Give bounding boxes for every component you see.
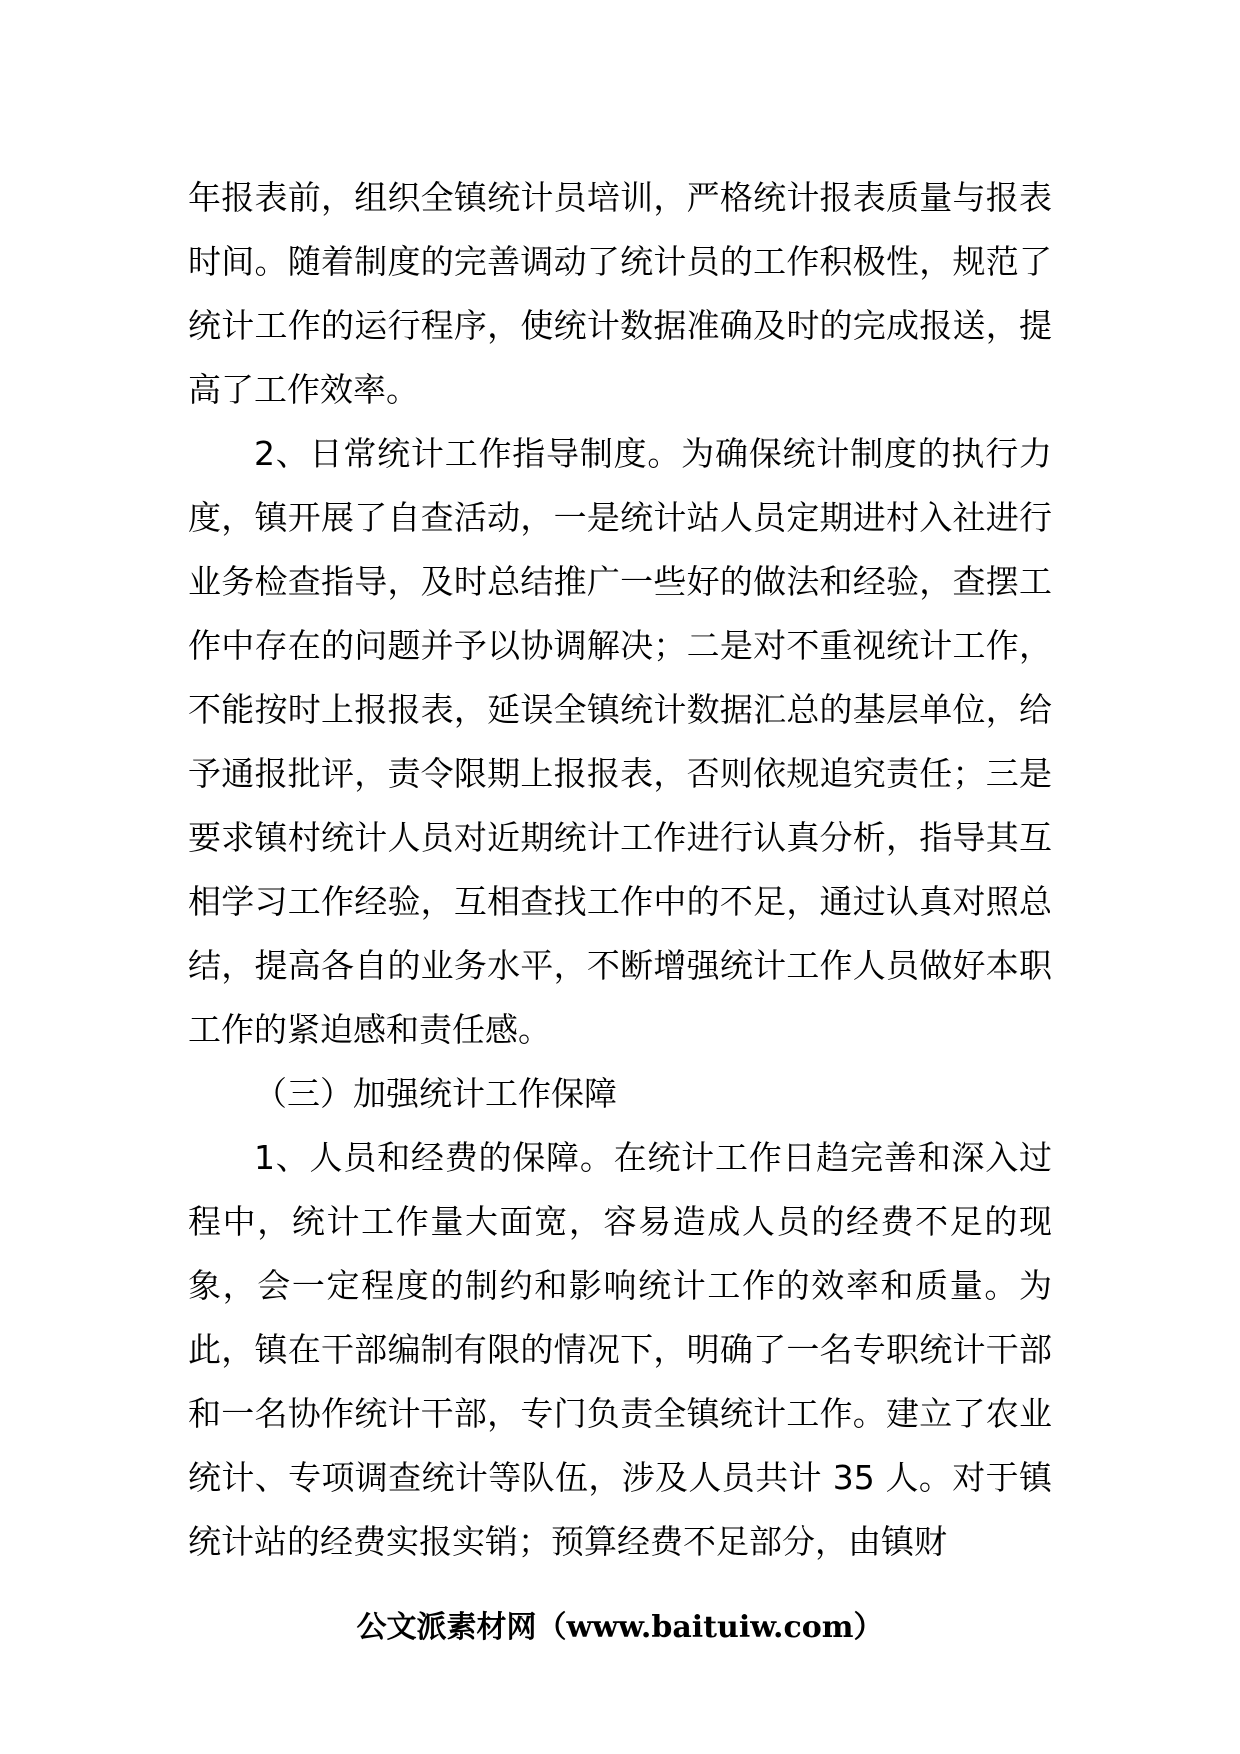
footer-watermark: 公文派素材网（www.baituiw.com） (356, 1610, 884, 1645)
paragraph-staff-funding: 1、人员和经费的保障。在统计工作日趋完善和深入过程中，统计工作量大面宽，容易造成人员的经费不足的现象，会一定程度的制约和影响统计工作的效率和质量。为此，镇在干部编制有限的情况下，明确了一名专职统计干部和一名协作统计干部，专门负责全镇统计工作。建立了农业统计、专项调查统计等队伍，涉及人员共计 35 人。对于镇统计站的经费实报实销；预算经费不足部分，由镇财 (188, 1138, 1052, 1561)
paragraph-daily-guidance: 2、日常统计工作指导制度。为确保统计制度的执行力度，镇开展了自查活动，一是统计站人员定期进村入社进行业务检查指导，及时总结推广一些好的做法和经验，查摆工作中存在的问题并予以协调解决；二是对不重视统计工作，不能按时上报报表，延误全镇统计数据汇总的基层单位，给予通报批评，责令限期上报报表，否则依规追究责任；三是要求镇村统计人员对近期统计工作进行认真分析，指导其互相学习工作经验，互相查找工作中的不足，通过认真对照总结，提高各自的业务水平，不断增强统计工作人员做好本职工作的紧迫感和责任感。 (188, 434, 1052, 1049)
document-body (188, 166, 1052, 1574)
section-heading: （三）加强统计工作保障 (254, 1074, 617, 1113)
paragraph-continuation: 年报表前，组织全镇统计员培训，严格统计报表质量与报表时间。随着制度的完善调动了统计员的工作积极性，规范了统计工作的运行程序，使统计数据准确及时的完成报送，提高了工作效率。 (188, 178, 1052, 409)
